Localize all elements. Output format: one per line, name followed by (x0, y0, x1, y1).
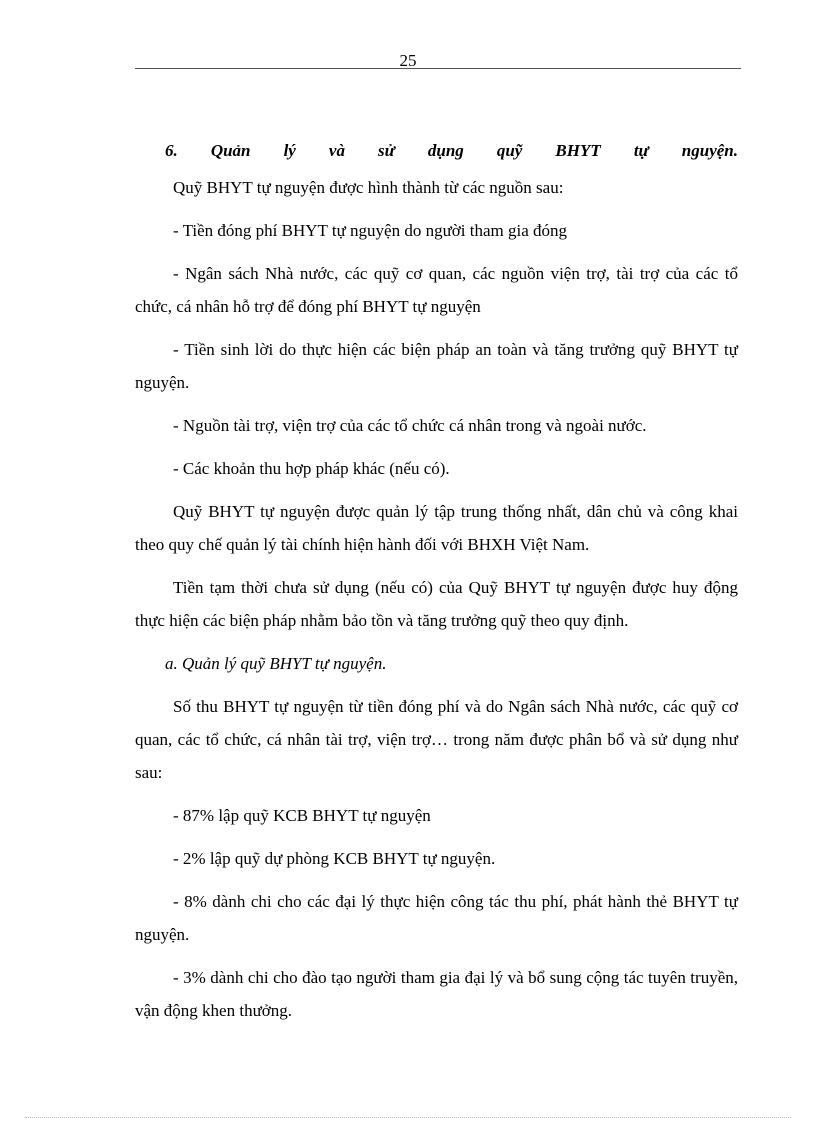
list-item: - 87% lập quỹ KCB BHYT tự nguyện (173, 806, 431, 825)
list-item: - Các khoản thu hợp pháp khác (nếu có). (173, 459, 450, 478)
list-item: - 3% dành chi cho đào tạo người tham gia đại lý và bổ sung cộng tác tuyên truyền, vận động khen thưởng. (135, 968, 738, 1020)
list-item: - Nguồn tài trợ, viện trợ của các tổ chức cá nhân trong và ngoài nước. (173, 416, 647, 435)
document-body (135, 134, 738, 1037)
section-heading: 6. Quản lý và sử dụng quỹ BHYT tự nguyện. (165, 141, 738, 160)
page-number: 25 (399, 51, 417, 70)
list-item: - 2% lập quỹ dự phòng KCB BHYT tự nguyện. (173, 849, 496, 868)
body-paragraph: Quỹ BHYT tự nguyện được quản lý tập trung thống nhất, dân chủ và công khai theo quy chế quản lý tài chính hiện hành đối với BHXH Việt Nam. (135, 502, 738, 554)
subsection-heading: a. Quản lý quỹ BHYT tự nguyện. (165, 654, 387, 673)
list-item: - 8% dành chi cho các đại lý thực hiện công tác thu phí, phát hành thẻ BHYT tự nguyện. (135, 892, 738, 944)
list-item: - Ngân sách Nhà nước, các quỹ cơ quan, các nguồn viện trợ, tài trợ của các tổ chức, cá nhân hỗ trợ để đóng phí BHYT tự nguyện (135, 264, 738, 316)
page-bottom-border (25, 1117, 791, 1118)
body-paragraph: Quỹ BHYT tự nguyện được hình thành từ các nguồn sau: (173, 178, 564, 197)
list-item: - Tiền sinh lời do thực hiện các biện pháp an toàn và tăng trưởng quỹ BHYT tự nguyện. (135, 340, 738, 392)
body-paragraph: Số thu BHYT tự nguyện từ tiền đóng phí và do Ngân sách Nhà nước, các quỹ cơ quan, các tổ chức, cá nhân tài trợ, viện trợ… trong năm được phân bổ và sử dụng như sau: (135, 697, 738, 782)
body-paragraph: Tiền tạm thời chưa sử dụng (nếu có) của Quỹ BHYT tự nguyện được huy động thực hiện các biện pháp nhằm bảo tồn và tăng trưởng quỹ theo quy định. (135, 578, 738, 630)
header-divider (135, 68, 741, 69)
list-item: - Tiền đóng phí BHYT tự nguyện do người tham gia đóng (173, 221, 568, 240)
